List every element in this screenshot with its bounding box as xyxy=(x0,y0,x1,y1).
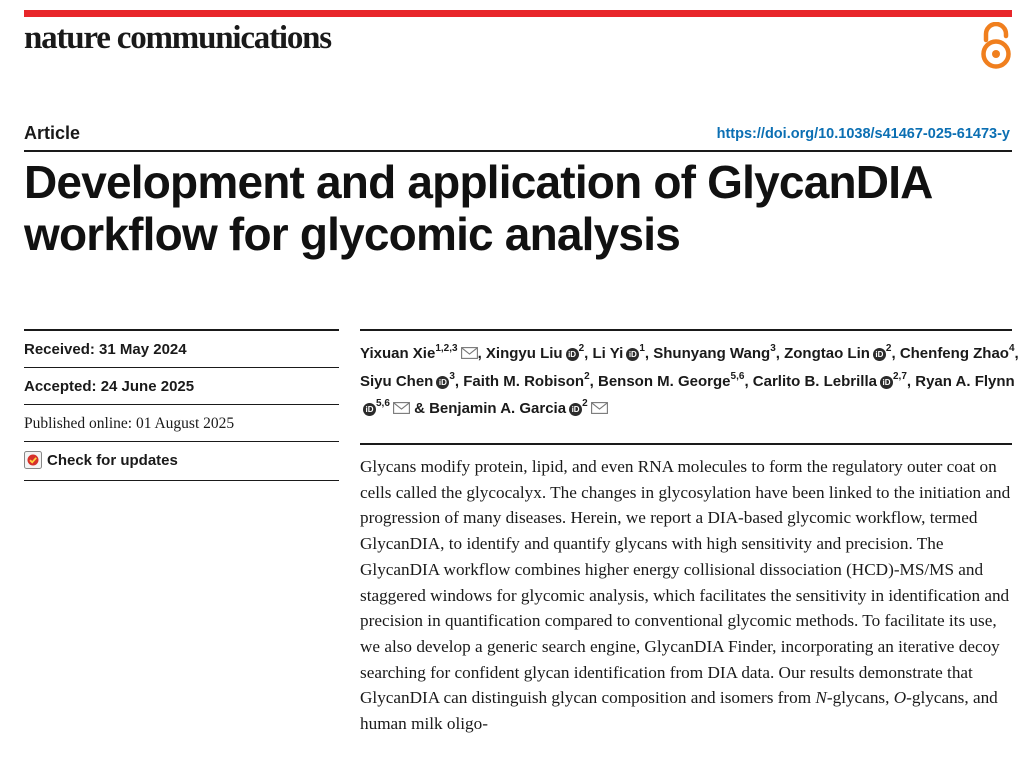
email-icon[interactable] xyxy=(461,347,478,359)
accepted-date xyxy=(24,378,194,395)
author-affiliation: 5,6 xyxy=(730,370,745,382)
author-list xyxy=(360,338,1020,421)
email-icon[interactable] xyxy=(393,402,410,414)
author-separator: , xyxy=(644,345,654,362)
orcid-icon[interactable]: iD xyxy=(363,403,376,416)
orcid-icon[interactable]: iD xyxy=(436,376,449,389)
orcid-icon[interactable]: iD xyxy=(566,348,579,361)
meta-divider-top xyxy=(24,329,339,331)
abstract-segment: O xyxy=(893,688,907,708)
author-separator: , xyxy=(589,372,598,390)
author-affiliation: 3 xyxy=(449,370,455,382)
authors-divider-top xyxy=(360,329,1012,331)
check-updates-icon xyxy=(24,451,42,469)
author-separator: , xyxy=(744,372,753,390)
author-name[interactable]: Chenfeng Zhao xyxy=(899,345,1009,362)
author-name[interactable]: Li Yi xyxy=(592,345,624,362)
abstract-text xyxy=(360,454,1020,737)
author-name[interactable]: Shunyang Wang xyxy=(653,345,771,362)
author-name[interactable]: Faith M. Robison xyxy=(463,372,585,390)
author-separator: , xyxy=(1014,345,1019,362)
meta-divider-bottom xyxy=(24,480,339,481)
author-affiliation: 1,2,3 xyxy=(435,343,458,354)
accepted-value: 24 June 2025 xyxy=(100,378,195,395)
published-date: Published online: 01 August 2025 xyxy=(24,415,235,432)
abstract-segment: N xyxy=(815,688,827,708)
author-separator: , xyxy=(906,372,916,390)
meta-divider xyxy=(24,367,339,368)
abstract-divider xyxy=(360,443,1012,445)
doi-link[interactable]: https://doi.org/10.1038/s41467-025-61473-y xyxy=(716,126,1010,142)
author-name[interactable]: Xingyu Liu xyxy=(485,345,563,362)
journal-accent-bar xyxy=(24,10,1012,17)
author-separator: & xyxy=(409,400,430,417)
author-name[interactable]: Zongtao Lin xyxy=(784,345,870,362)
author-separator: , xyxy=(891,345,900,362)
check-updates-label: Check for updates xyxy=(47,451,178,469)
author-name[interactable]: Carlito B. Lebrilla xyxy=(752,372,877,390)
meta-divider xyxy=(24,404,339,405)
author-affiliation: 2 xyxy=(582,398,588,409)
abstract-segment: -glycans, xyxy=(826,688,894,708)
author-separator: , xyxy=(775,345,785,362)
author-affiliation: 2,7 xyxy=(892,370,907,382)
author-affiliation: 1 xyxy=(639,343,645,354)
author-affiliation: 2 xyxy=(578,343,585,354)
author-affiliation: 2 xyxy=(584,370,590,382)
author-name[interactable]: Yixuan Xie xyxy=(360,345,436,362)
author-name[interactable]: Siyu Chen xyxy=(360,372,434,390)
header-divider xyxy=(24,150,1012,152)
author-name[interactable]: Ryan A. Flynn xyxy=(915,372,1015,390)
author-name[interactable]: Benson M. George xyxy=(598,372,731,390)
open-access-lock-icon[interactable] xyxy=(978,22,1014,70)
orcid-icon[interactable]: iD xyxy=(880,376,893,389)
author-separator: , xyxy=(584,345,593,362)
received-date xyxy=(24,341,187,358)
email-icon[interactable] xyxy=(591,402,608,414)
author-name[interactable]: Benjamin A. Garcia xyxy=(429,400,567,417)
author-affiliation: 3 xyxy=(770,343,776,354)
orcid-icon[interactable]: iD xyxy=(873,348,886,361)
orcid-icon[interactable]: iD xyxy=(626,348,639,361)
author-affiliation: 2 xyxy=(885,343,892,354)
author-affiliation: 5,6 xyxy=(376,398,390,409)
article-title: Development and application of GlycanDIA workflow for glycomic analysis xyxy=(24,156,931,260)
check-for-updates-button[interactable] xyxy=(24,451,178,469)
author-separator: , xyxy=(454,372,464,390)
meta-divider xyxy=(24,441,339,442)
orcid-icon[interactable]: iD xyxy=(569,403,582,416)
abstract-segment: -glycans, and human milk oligo- xyxy=(360,688,998,734)
accepted-label: Accepted: xyxy=(24,378,97,395)
abstract-segment: Glycans modify protein, lipid, and even RNA molecules to form the regulatory outer coat on cells called the glycocalyx. The changes in glycosylation have been linked to the initiation and progression of many diseases. Herein, we report a DIA-based glycomic workflow, termed GlycanDIA, to identify and quantify glycans with high sensitivity and precision. The GlycanDIA workflow combines higher energy collisional dissociation (HCD)-MS/MS and staggered windows for glycomic analysis, which facilitates the sensitivity in identification and precision in quantification compared to conventional glycomic methods. To facilitate its use, we also develop a generic search engine, GlycanDIA Finder, incorporating an iterative decoy searching for confident glycan identification from DIA data. Our results demonstrate that GlycanDIA can distinguish glycan composition and isomers from xyxy=(360,457,1011,708)
author-separator: , xyxy=(477,345,486,362)
received-label: Received: xyxy=(24,341,95,358)
article-type: Article xyxy=(24,123,81,143)
journal-name[interactable]: nature communications xyxy=(24,20,331,56)
received-value: 31 May 2024 xyxy=(99,341,187,358)
author-affiliation: 4 xyxy=(1008,343,1015,354)
